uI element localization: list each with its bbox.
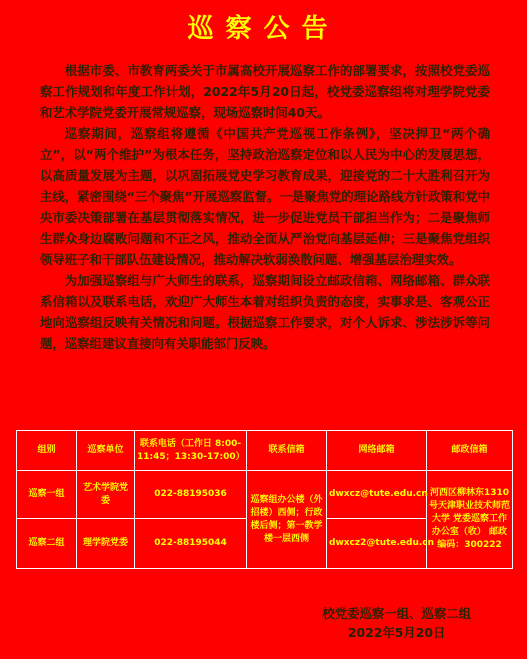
notice-body (40, 60, 490, 354)
paragraph-1: 根据市委、市教育两委关于市属高校开展巡察工作的部署要求，按照校党委巡察工作规划和年度工作计划，2022年5月20日起，校党委巡察组将对理学院党委和艺术学院党委开展常规巡察，现场巡察时间40天。 (40, 63, 490, 120)
paragraph-3: 为加强巡察组与广大师生的联系，巡察期间设立邮政信箱、网络邮箱、群众联系信箱以及联系电话，欢迎广大师生本着对组织负责的态度，实事求是、客观公正地向巡察组反映有关情况和问题。根据巡察工作要求，对个人诉求、涉法涉诉等问题，巡察组建议直接向有关职能部门反映。 (40, 273, 490, 351)
header-group: 组别 (17, 431, 77, 471)
header-unit: 巡察单位 (77, 431, 135, 471)
cell-unit: 理学院党委 (77, 519, 135, 569)
cell-email: dwxcz@tute.edu.cn (327, 471, 427, 519)
table-row (17, 471, 513, 519)
signature (322, 604, 471, 642)
contact-table (16, 430, 513, 569)
cell-phone: 022-88195044 (135, 519, 247, 569)
table-header-row (17, 431, 513, 471)
cell-group: 巡察二组 (17, 519, 77, 569)
paragraph-2: 巡察期间，巡察组将遵循《中国共产党巡视工作条例》，坚决捍卫“两个确立”，以“两个维护”为根本任务，坚持政治巡察定位和以人民为中心的发展思想，以高质量发展为主题，以巩固拓展党史学习教育成果，迎接党的二十大胜利召开为主线，紧密围绕“三个聚焦”开展巡察监督。一是聚焦党的理论路线方针政策和党中央市委决策部署在基层贯彻落实情况，进一步促进党员干部担当作为；二是聚焦师生群众身边腐败问题和不正之风，推动全面从严治党向基层延伸；三是聚焦党组织领导班子和干部队伍建设情况，推动解决软弱涣散问题、增强基层治理实效。 (40, 126, 490, 267)
cell-group: 巡察一组 (17, 471, 77, 519)
cell-post: 河西区柳林东1310号天津职业技术师范大学 党委巡察工作办公室（收） 邮政编码：300222 (427, 471, 513, 569)
cell-mailbox: 巡察组办公楼（外招楼）西侧；行政楼后侧；第一教学楼一层西侧 (247, 471, 327, 569)
cell-unit: 艺术学院党委 (77, 471, 135, 519)
signature-date: 2022年5月20日 (347, 625, 446, 640)
header-phone: 联系电话（工作日 8:00-11:45；13:30-17:00） (135, 431, 247, 471)
cell-email: dwxcz2@tute.edu.cn (327, 519, 427, 569)
header-email: 网络邮箱 (327, 431, 427, 471)
header-post: 邮政信箱 (427, 431, 513, 471)
signature-org: 校党委巡察一组、巡察二组 (322, 606, 471, 621)
cell-phone: 022-88195036 (135, 471, 247, 519)
notice-title: 巡察公告 (187, 14, 340, 44)
header-mailbox: 联系信箱 (247, 431, 327, 471)
